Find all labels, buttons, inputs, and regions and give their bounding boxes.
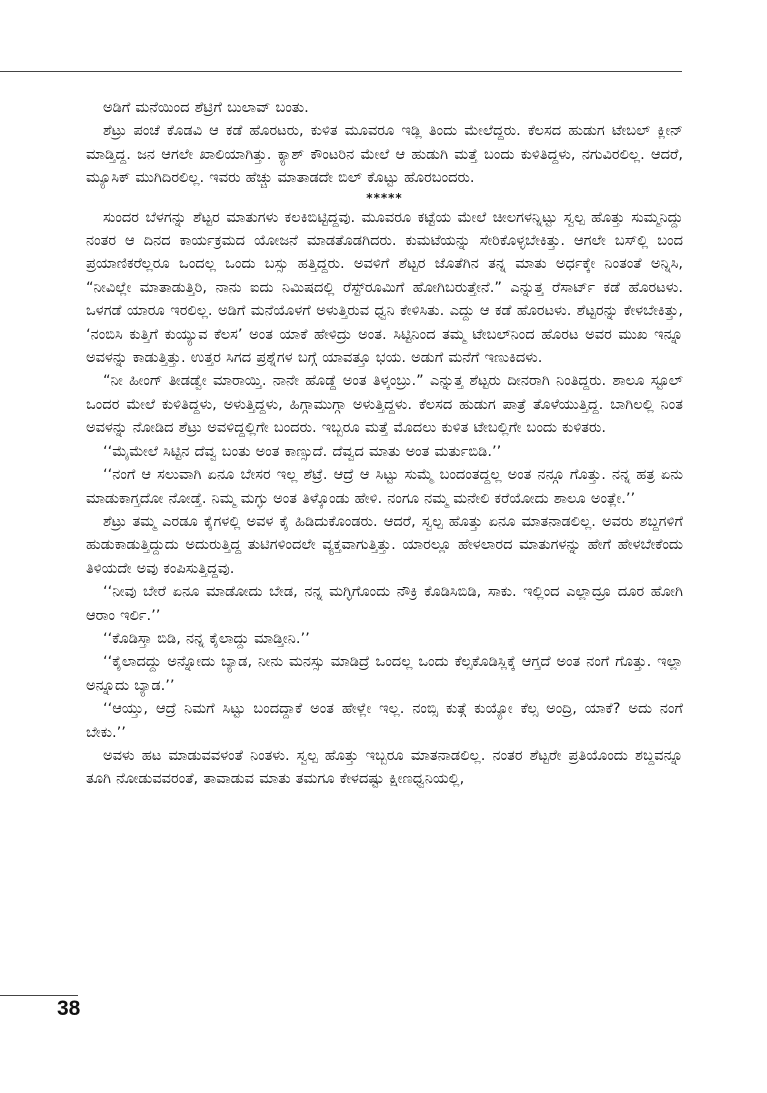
paragraph: ಸುಂದರ ಬೆಳಗನ್ನು ಶೆಟ್ಟರ ಮಾತುಗಳು ಕಲಕಿಬಿಟ್ಟಿದ್ದವು. ಮೂವರೂ ಕಟ್ಟೆಯ ಮೇಲೆ ಚೀಲಗಳನ್ನಿಟ್ಟು ಸ್ವಲ್ಪ ಹೊತ್ತು ಸುಮ್ಮನಿದ್ದು ನಂತರ ಆ ದಿನದ ಕಾರ್ಯಕ್ರಮದ ಯೋಜನೆ ಮಾಡತೊಡಗಿದರು. ಕುಮಟೆಯನ್ನು ಸೇರಿಕೊಳ್ಳಬೇಕಿತ್ತು. ಆಗಲೇ ಬಸ್‌ಲ್ಲಿ ಬಂದ ಪ್ರಯಾಣಿಕರೆಲ್ಲರೂ ಒಂದಲ್ಲ ಒಂದು ಬಸ್ಸು ಹತ್ತಿದ್ದರು. ಅವಳಿಗೆ ಶೆಟ್ಟರ ಜೊತೆಗಿನ ತನ್ನ ಮಾತು ಅರ್ಧಕ್ಕೇ ನಿಂತಂತೆ ಅನ್ನಿಸಿ, “ನೀವಿಲ್ಲೇ ಮಾತಾಡುತ್ತಿರಿ, ನಾನು ಐದು ನಿಮಿಷದಲ್ಲಿ ರೆಸ್ಟ್‌ರೂಮಿಗೆ ಹೋಗಿಬರುತ್ತೇನೆ.” ಎನ್ನುತ್ತ ರೆಸಾರ್ಟ್ ಕಡೆ ಹೊರಟಳು. ಒಳಗಡೆ ಯಾರೂ ಇರಲಿಲ್ಲ. ಅಡಿಗೆ ಮನೆಯೊಳಗೆ ಅಳುತ್ತಿರುವ ಧ್ವನಿ ಕೇಳಿಸಿತು. ಎದ್ದು ಆ ಕಡೆ ಹೊರಟಳು. ಶೆಟ್ಟರನ್ನು ಕೇಳಬೇಕಿತ್ತು, ‘ನಂಬಿಸಿ ಕುತ್ತಿಗೆ ಕುಯ್ಯುವ ಕೆಲಸ’ ಅಂತ ಯಾಕೆ ಹೇಳಿದ್ರು ಅಂತ. ಸಿಟ್ಟಿನಿಂದ ತಮ್ಮ ಟೇಬಲ್‌ನಿಂದ ಹೊರಟ ಅವರ ಮುಖ ಇನ್ನೂ ಅವಳನ್ನು ಕಾಡುತ್ತಿತ್ತು. ಉತ್ತರ ಸಿಗದ ಪ್ರಶ್ನೆಗಳ ಬಗ್ಗೆ ಯಾವತ್ತೂ ಭಯ. ಅಡುಗೆ ಮನೆಗೆ ಇಣುಕಿದಳು. [86, 208, 683, 367]
page-number: 38 [57, 997, 81, 1020]
paragraph: ‘‘ನೀವು ಬೇರೆ ಏನೂ ಮಾಡೋದು ಬೇಡ, ನನ್ನ ಮಗ್ಳಿಗೊಂದು ನೌಕ್ರಿ ಕೊಡಿಸಿಬಿಡಿ, ಸಾಕು. ಇಲ್ಲಿಂದ ಎಲ್ಲಾದ್ರೂ ದೂರ ಹೋಗಿ ಆರಾಂ ಇರ್ಲಿ.’’ [86, 583, 683, 624]
paragraph: ‘‘ಕೊಡಿಸ್ತಾ ಬಿಡಿ, ನನ್ನ ಕೈಲಾದ್ದು ಮಾಡ್ತೀನಿ.’’ [103, 629, 310, 647]
paragraph: ‘‘ಮೈಮೇಲೆ ಸಿಟ್ಟಿನ ದೆವ್ವ ಬಂತು ಅಂತ ಕಾಣ್ಸುದೆ. ದೆವ್ವದ ಮಾತು ಅಂತ ಮರ್ತುಬಿಡಿ.’’ [103, 442, 502, 460]
header-rule [0, 71, 682, 72]
paragraph: ಶೆಟ್ರು ಪಂಚೆ ಕೊಡವಿ ಆ ಕಡೆ ಹೊರಟರು, ಕುಳಿತ ಮೂವರೂ ಇಡ್ಲಿ ತಿಂದು ಮೇಲೆದ್ದರು. ಕೆಲಸದ ಹುಡುಗ ಟೇಬಲ್ ಕ್ಲೀನ್ ಮಾಡ್ತಿದ್ದ. ಜನ ಆಗಲೇ ಖಾಲಿಯಾಗಿತ್ತು. ಕ್ಯಾಶ್ ಕೌಂಟರಿನ ಮೇಲೆ ಆ ಹುಡುಗಿ ಮತ್ತೆ ಬಂದು ಕುಳಿತಿದ್ದಳು, ನಗುವಿರಲಿಲ್ಲ. ಆದರೆ, ಮ್ಯೂಸಿಕ್ ಮುಗಿದಿರಲಿಲ್ಲ. ಇವರು ಹೆಚ್ಚು ಮಾತಾಡದೇ ಬಿಲ್ ಕೊಟ್ಟು ಹೊರಬಂದರು. [86, 122, 683, 187]
page-body [86, 96, 683, 791]
footer-rule [0, 995, 78, 996]
paragraph: “ನೀ ಹೀಂಗ್ ತೀಡಡ್ವೇ ಮಾರಾಯ್ತಿ. ನಾನೇ ಹೊಡ್ದೆ ಅಂತ ತಿಳ್ಕಂಬ್ರು.” ಎನ್ನುತ್ತ ಶೆಟ್ಟರು ದೀನರಾಗಿ ನಿಂತಿದ್ದರು. ಶಾಲೂ ಸ್ಟೂಲ್ ಒಂದರ ಮೇಲೆ ಕುಳಿತಿದ್ದಳು, ಅಳುತ್ತಿದ್ದಳು, ಹಿಗ್ಗಾಮುಗ್ಗಾ ಅಳುತ್ತಿದ್ದಳು. ಕೆಲಸದ ಹುಡುಗ ಪಾತ್ರೆ ತೊಳೆಯುತ್ತಿದ್ದ. ಬಾಗಿಲಲ್ಲಿ ನಿಂತ ಅವಳನ್ನು ನೋಡಿದ ಶೆಟ್ರು ಅವಳಿದ್ದಲ್ಲಿಗೇ ಬಂದರು. ಇಬ್ಬರೂ ಮತ್ತೆ ಮೊದಲು ಕುಳಿತ ಟೇಬಲ್ಲಿಗೇ ಬಂದು ಕುಳಿತರು. [86, 372, 683, 437]
paragraph: ಅಡಿಗೆ ಮನೆಯಿಂದ ಶೆಟ್ರಿಗೆ ಬುಲಾವ್ ಬಂತು. [103, 99, 309, 116]
section-separator: ***** [366, 190, 403, 205]
paragraph: ‘‘ಆಯ್ತು, ಆದ್ರೆ ನಿಮಗೆ ಸಿಟ್ಟು ಬಂದದ್ದಾಕೆ ಅಂತ ಹೇಳ್ಲೇ ಇಲ್ಲ. ನಂಬ್ಸಿ ಕುತ್ಗೆ ಕುಯ್ಯೋ ಕೆಲ್ಸ ಅಂದ್ರಿ, ಯಾಕೆ? ಅದು ನಂಗೆ ಬೇಕು.’’ [86, 700, 683, 741]
paragraph: ‘‘ನಂಗೆ ಆ ಸಲುವಾಗಿ ಏನೂ ಬೇಸರ ಇಲ್ಲ ಶೆಟ್ರೆ. ಆದ್ರೆ ಆ ಸಿಟ್ಟು ಸುಮ್ಮೆ ಬಂದಂತದ್ದಲ್ಲ ಅಂತ ನನ್ಗೂ ಗೊತ್ತು. ನನ್ನ ಹತ್ರ ಏನು ಮಾಡುಕಾಗ್ತದೋ ನೋಡ್ತೆ. ನಿಮ್ಮ ಮಗ್ಳು ಅಂತ ತಿಳ್ಕೊಂಡು ಹೇಳಿ. ನಂಗೂ ನಮ್ಮ ಮನೇಲಿ ಕರೆಯೋದು ಶಾಲೂ ಅಂತ್ಲೇ.’’ [86, 466, 683, 507]
paragraph: ಶೆಟ್ರು ತಮ್ಮ ಎರಡೂ ಕೈಗಳಲ್ಲಿ ಅವಳ ಕೈ ಹಿಡಿದುಕೊಂಡರು. ಆದರೆ, ಸ್ವಲ್ಪ ಹೊತ್ತು ಏನೂ ಮಾತನಾಡಲಿಲ್ಲ. ಅವರು ಶಬ್ದಗಳಿಗೆ ಹುಡುಕಾಡುತ್ತಿದ್ದುದು ಅದುರುತ್ತಿದ್ದ ತುಟಿಗಳಿಂದಲೇ ವ್ಯಕ್ತವಾಗುತ್ತಿತ್ತು. ಯಾರಲ್ಲೂ ಹೇಳಲಾರದ ಮಾತುಗಳನ್ನು ಹೇಗೆ ಹೇಳಬೇಕೆಂದು ತಿಳಿಯದೇ ಅವು ಕಂಪಿಸುತ್ತಿದ್ದವು. [86, 512, 683, 577]
paragraph: ಅವಳು ಹಟ ಮಾಡುವವಳಂತೆ ನಿಂತಳು. ಸ್ವಲ್ಪ ಹೊತ್ತು ಇಬ್ಬರೂ ಮಾತನಾಡಲಿಲ್ಲ. ನಂತರ ಶೆಟ್ಟರೇ ಪ್ರತಿಯೊಂದು ಶಬ್ದವನ್ನೂ ತೂಗಿ ನೋಡುವವರಂತೆ, ತಾವಾಡುವ ಮಾತು ತಮಗೂ ಕೇಳದಷ್ಟು ಕ್ಷೀಣಧ್ವನಿಯಲ್ಲಿ, [86, 746, 683, 788]
paragraph: ‘‘ಕೈಲಾದದ್ದು ಅನ್ನೋದು ಬ್ಯಾಡ, ನೀನು ಮನಸ್ಸು ಮಾಡಿದ್ರೆ ಒಂದಲ್ಲ ಒಂದು ಕೆಲ್ಸಕೊಡಿಸ್ಲಿಕ್ಕೆ ಆಗ್ತದೆ ಅಂತ ನಂಗೆ ಗೊತ್ತು. ಇಲ್ಲಾ ಅನ್ನೂದು ಬ್ಯಾಡ.’’ [86, 653, 683, 694]
